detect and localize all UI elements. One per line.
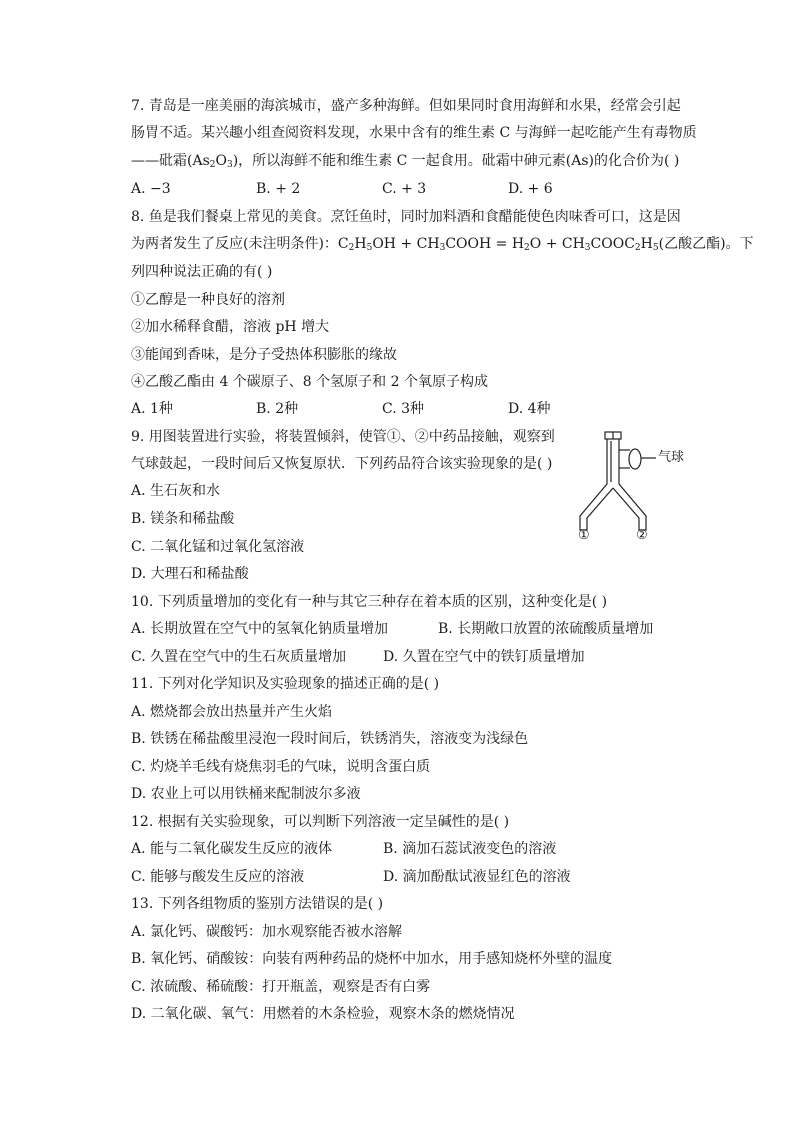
q7-option-c: C. + 3 (382, 181, 427, 197)
q7-line3-pre: ——砒霜(As (131, 153, 210, 169)
q7-sub-3: 3 (226, 160, 233, 170)
q8-text: H (640, 236, 653, 252)
q8-line2-post: (乙酸乙酯)。下 (658, 236, 754, 252)
q8-sub: 2 (348, 243, 355, 253)
tube-2-label: ② (636, 528, 648, 543)
q8-option-a: A. 1种 (131, 401, 173, 417)
q11-option-c: C. 灼烧羊毛线有烧焦羽毛的气味，说明含蛋白质 (131, 759, 431, 775)
balloon-shape (629, 449, 641, 469)
q11-option-a: A. 燃烧都会放出热量并产生火焰 (131, 704, 333, 720)
q8-item-1: ①乙醇是一种良好的溶剂 (131, 292, 285, 308)
q7-option-b: B. + 2 (256, 181, 301, 197)
q13-option-b: B. 氧化钙、硝酸铵：向装有两种药品的烧杯中加水，用手感知烧杯外壁的温度 (131, 951, 613, 967)
q7-option-d: D. + 6 (508, 181, 553, 197)
q12-option-c: C. 能够与酸发生反应的溶液 (131, 869, 305, 885)
q8-sub: 3 (584, 243, 591, 253)
q8-sub: 5 (652, 243, 659, 253)
q12-line1: 12. 根据有关实验现象，可以判断下列溶液一定呈碱性的是( ) (131, 814, 510, 830)
q12-option-d: D. 滴加酚酞试液显红色的溶液 (383, 869, 571, 885)
q11-option-d: D. 农业上可以用铁桶来配制波尔多液 (131, 786, 361, 802)
q9-option-b: B. 镁条和稀盐酸 (131, 511, 235, 527)
q8-sub: 5 (366, 243, 373, 253)
q8-text: COOH = H (445, 236, 525, 252)
q7-line3 (131, 151, 679, 171)
q8-sub: 3 (439, 243, 446, 253)
q8-text: OH + CH (372, 236, 440, 252)
balloon-label: 气球 (658, 450, 685, 465)
q8-option-d: D. 4种 (508, 401, 551, 417)
q10-option-c: C. 久置在空气中的生石灰质量增加 (131, 649, 347, 665)
q13-option-c: C. 浓硫酸、稀硫酸：打开瓶盖，观察是否有白雾 (131, 979, 431, 995)
q7-sub-2: 2 (209, 160, 216, 170)
q10-option-d: D. 久置在空气中的铁钉质量增加 (383, 649, 585, 665)
q12-option-a: A. 能与二氧化碳发生反应的液体 (131, 841, 333, 857)
q8-line3: 列四种说法正确的有( ) (131, 264, 273, 280)
q13-option-d: D. 二氧化碳、氧气：用燃着的木条检验，观察木条的燃烧情况 (131, 1006, 515, 1022)
q11-line1: 11. 下列对化学知识及实验现象的描述正确的是( ) (131, 676, 440, 692)
q8-line1: 8. 鱼是我们餐桌上常见的美食。烹饪鱼时，同时加料酒和食醋能使色肉味香可口，这是因 (131, 209, 681, 225)
q8-sub: 2 (634, 243, 641, 253)
q8-line2-pre: 为两者发生了反应(未注明条件)：C (131, 236, 349, 252)
q9-line2: 气球鼓起，一段时间后又恢复原状．下列药品符合该实验现象的是( ) (131, 456, 553, 472)
q9-option-a: A. 生石灰和水 (131, 483, 221, 499)
q10-option-b: B. 长期敞口放置的浓硫酸质量增加 (438, 621, 654, 637)
q8-line2 (131, 234, 754, 254)
q10-line1: 10. 下列质量增加的变化有一种与其它三种存在着本质的区别，这种变化是( ) (131, 594, 608, 610)
q9-line1: 9. 用图装置进行实验，将装置倾斜，使管①、②中药品接触，观察到 (131, 429, 555, 445)
left-arm-shape (580, 439, 613, 530)
q9-option-c: C. 二氧化锰和过氧化氢溶液 (131, 539, 305, 555)
tube-1-label: ① (578, 528, 590, 543)
q7-option-a: A. −3 (131, 181, 171, 197)
q7-line3-mid: O (215, 153, 227, 169)
q13-line1: 13. 下列各组物质的鉴别方法错误的是( ) (131, 896, 384, 912)
q7-line3-post: )，所以海鲜不能和维生素 C 一起食用。砒霜中砷元素(As)的化合价为( ) (232, 153, 680, 169)
q8-item-4: ④乙酸乙酯由 4 个碳原子、8 个氢原子和 2 个氧原子构成 (131, 374, 488, 390)
q10-option-a: A. 长期放置在空气中的氢氧化钠质量增加 (131, 621, 389, 637)
q8-item-2: ②加水稀释食醋，溶液 pH 增大 (131, 319, 330, 335)
q8-item-3: ③能闻到香味，是分子受热体积膨胀的缘故 (131, 347, 397, 363)
q8-text: O + CH (529, 236, 585, 252)
q8-text: COOC (590, 236, 635, 252)
q8-sub: 2 (524, 243, 530, 253)
y-tube-apparatus-figure (570, 428, 700, 546)
q7-line2: 肠胃不适。某兴趣小组查阅资料发现，水果中含有的维生素 C 与海鲜一起吃能产生有毒物质 (131, 125, 697, 141)
q13-option-a: A. 氯化钙、碳酸钙：加水观察能否被水溶解 (131, 924, 403, 940)
q12-option-b: B. 滴加石蕊试液变色的溶液 (383, 841, 557, 857)
q11-option-b: B. 铁锈在稀盐酸里浸泡一段时间后，铁锈消失，溶液变为浅绿色 (131, 731, 529, 747)
q8-option-b: B. 2种 (256, 401, 299, 417)
q9-option-d: D. 大理石和稀盐酸 (131, 566, 249, 582)
q8-option-c: C. 3种 (382, 401, 425, 417)
right-arm-shape (613, 439, 646, 530)
q8-text: H (354, 236, 367, 252)
q7-line1: 7. 青岛是一座美丽的海滨城市，盛产多种海鲜。但如果同时食用海鲜和水果，经常会引起 (131, 98, 681, 114)
